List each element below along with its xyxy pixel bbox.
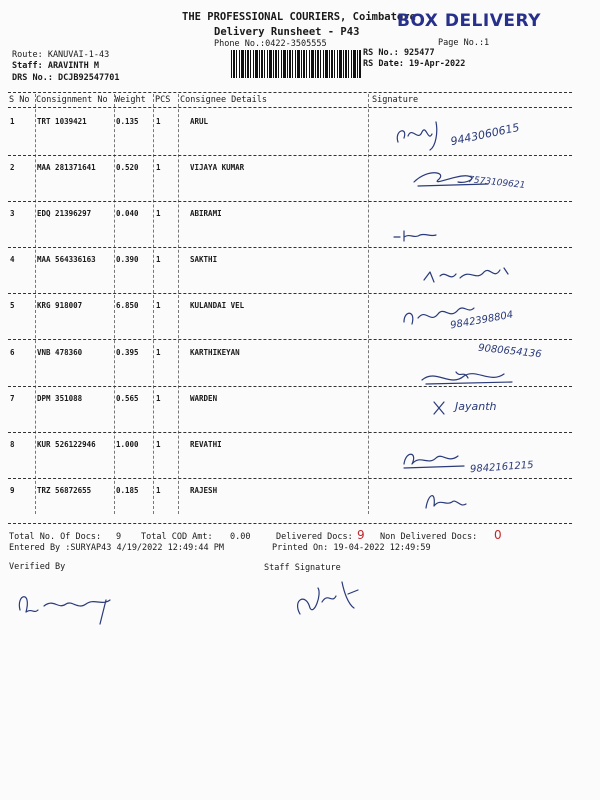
row-divider bbox=[8, 339, 572, 340]
signature-note-5: 9842398804 bbox=[449, 309, 515, 332]
row-pcs: 1 bbox=[156, 117, 161, 126]
row-weight: 1.000 bbox=[116, 440, 139, 449]
company-name: THE PROFESSIONAL COURIERS, Coimbatore bbox=[182, 11, 416, 23]
signature-row-6 bbox=[416, 362, 536, 392]
row-pcs: 1 bbox=[156, 440, 161, 449]
row-pcs: 1 bbox=[156, 486, 161, 495]
row-weight: 0.040 bbox=[116, 209, 139, 218]
col-header-consignment: Consignment No bbox=[36, 95, 108, 105]
entered-by: Entered By :SURYAP43 4/19/2022 12:49:44 PM bbox=[9, 543, 224, 553]
row-pcs: 1 bbox=[156, 348, 161, 357]
signature-row-9 bbox=[420, 486, 480, 516]
row-consignment: MAA 281371641 bbox=[37, 163, 96, 172]
total-cod: 0.00 bbox=[230, 532, 251, 542]
row-divider bbox=[8, 432, 572, 433]
signature-note-2: 7573109621 bbox=[467, 175, 526, 191]
signature-row-8 bbox=[398, 444, 478, 474]
table-row bbox=[0, 394, 600, 414]
row-consignee: SAKTHI bbox=[190, 255, 218, 264]
delivered-docs-value: 9 bbox=[357, 528, 365, 542]
row-sno: 9 bbox=[10, 486, 15, 495]
row-pcs: 1 bbox=[156, 394, 161, 403]
row-sno: 4 bbox=[10, 255, 15, 264]
runsheet-title: Delivery Runsheet - P43 bbox=[214, 26, 360, 38]
box-delivery-stamp: BOX DELIVERY bbox=[397, 11, 541, 31]
row-consignment: MAA 564336163 bbox=[37, 255, 96, 264]
total-docs: 9 bbox=[116, 532, 122, 542]
row-pcs: 1 bbox=[156, 301, 161, 310]
header-divider-top bbox=[8, 92, 572, 93]
row-consignment: EDQ 21396297 bbox=[37, 209, 92, 218]
signature-row-4 bbox=[420, 260, 540, 290]
drs-number: DRS No.: DCJB92547701 bbox=[12, 73, 120, 83]
route: Route: KANUVAI-1-43 bbox=[12, 50, 110, 60]
row-divider bbox=[8, 247, 572, 248]
signature-note-1: 9443060615 bbox=[449, 120, 521, 149]
col-header-weight: Weight bbox=[115, 95, 146, 105]
row-weight: 0.520 bbox=[116, 163, 139, 172]
row-sno: 3 bbox=[10, 209, 15, 218]
signature-note-8: 9842161215 bbox=[469, 459, 534, 476]
row-divider bbox=[8, 293, 572, 294]
row-divider bbox=[8, 478, 572, 479]
row-sno: 2 bbox=[10, 163, 15, 172]
row-sno: 6 bbox=[10, 348, 15, 357]
total-cod-label: Total COD Amt: bbox=[141, 532, 213, 542]
col-header-pcs: PCS bbox=[155, 95, 171, 105]
staff-signature-label: Staff Signature bbox=[264, 563, 341, 573]
header-divider-bottom bbox=[8, 107, 572, 108]
row-consignee: WARDEN bbox=[190, 394, 218, 403]
row-weight: 6.850 bbox=[116, 301, 139, 310]
row-consignee: RAJESH bbox=[190, 486, 218, 495]
row-consignee: ABIRAMI bbox=[190, 209, 222, 218]
col-header-signature: Signature bbox=[372, 95, 419, 105]
col-header-sno: S No bbox=[9, 95, 30, 105]
signature-row-3 bbox=[390, 225, 450, 245]
total-docs-label: Total No. Of Docs: bbox=[9, 532, 102, 542]
row-pcs: 1 bbox=[156, 255, 161, 264]
signature-note-6: 9080654136 bbox=[477, 342, 543, 361]
rs-number: RS No.: 925477 bbox=[363, 48, 435, 58]
rs-date: RS Date: 19-Apr-2022 bbox=[363, 59, 466, 69]
row-consignee: VIJAYA KUMAR bbox=[190, 163, 245, 172]
row-divider bbox=[8, 523, 572, 524]
row-divider bbox=[8, 201, 572, 202]
row-sno: 5 bbox=[10, 301, 15, 310]
row-consignment: KRG 918007 bbox=[37, 301, 83, 310]
row-pcs: 1 bbox=[156, 163, 161, 172]
signature-note-7: Jayanth bbox=[455, 400, 497, 413]
non-delivered-docs-value: 0 bbox=[494, 528, 502, 542]
row-weight: 0.565 bbox=[116, 394, 139, 403]
row-sno: 1 bbox=[10, 117, 15, 126]
non-delivered-docs-label: Non Delivered Docs: bbox=[380, 532, 478, 542]
verified-by-label: Verified By bbox=[9, 562, 66, 572]
row-consignment: VNB 478360 bbox=[37, 348, 83, 357]
row-weight: 0.185 bbox=[116, 486, 139, 495]
row-pcs: 1 bbox=[156, 209, 161, 218]
printed-on: Printed On: 19-04-2022 12:49:59 bbox=[272, 543, 431, 553]
row-weight: 0.395 bbox=[116, 348, 139, 357]
row-sno: 7 bbox=[10, 394, 15, 403]
row-consignee: ARUL bbox=[190, 117, 209, 126]
delivered-docs-label: Delivered Docs: bbox=[276, 532, 353, 542]
staff-name: Staff: ARAVINTH M bbox=[12, 61, 99, 71]
barcode bbox=[231, 50, 361, 78]
row-consignee: KARTHIKEYAN bbox=[190, 348, 240, 357]
page-number: Page No.:1 bbox=[438, 38, 490, 48]
table-row bbox=[0, 209, 600, 229]
row-weight: 0.135 bbox=[116, 117, 139, 126]
staff-signature bbox=[288, 574, 368, 626]
phone-number: Phone No.:0422-3505555 bbox=[214, 39, 327, 49]
row-sno: 8 bbox=[10, 440, 15, 449]
verified-by-signature bbox=[10, 580, 130, 630]
table-row bbox=[0, 440, 600, 460]
row-consignment: TRT 1039421 bbox=[37, 117, 87, 126]
row-consignment: DPM 351088 bbox=[37, 394, 83, 403]
row-consignee: REVATHI bbox=[190, 440, 222, 449]
row-consignment: KUR 526122946 bbox=[37, 440, 96, 449]
row-weight: 0.390 bbox=[116, 255, 139, 264]
table-row bbox=[0, 486, 600, 506]
row-consignee: KULANDAI VEL bbox=[190, 301, 245, 310]
col-header-consignee: Consignee Details bbox=[180, 95, 267, 105]
row-consignment: TRZ 56872655 bbox=[37, 486, 92, 495]
